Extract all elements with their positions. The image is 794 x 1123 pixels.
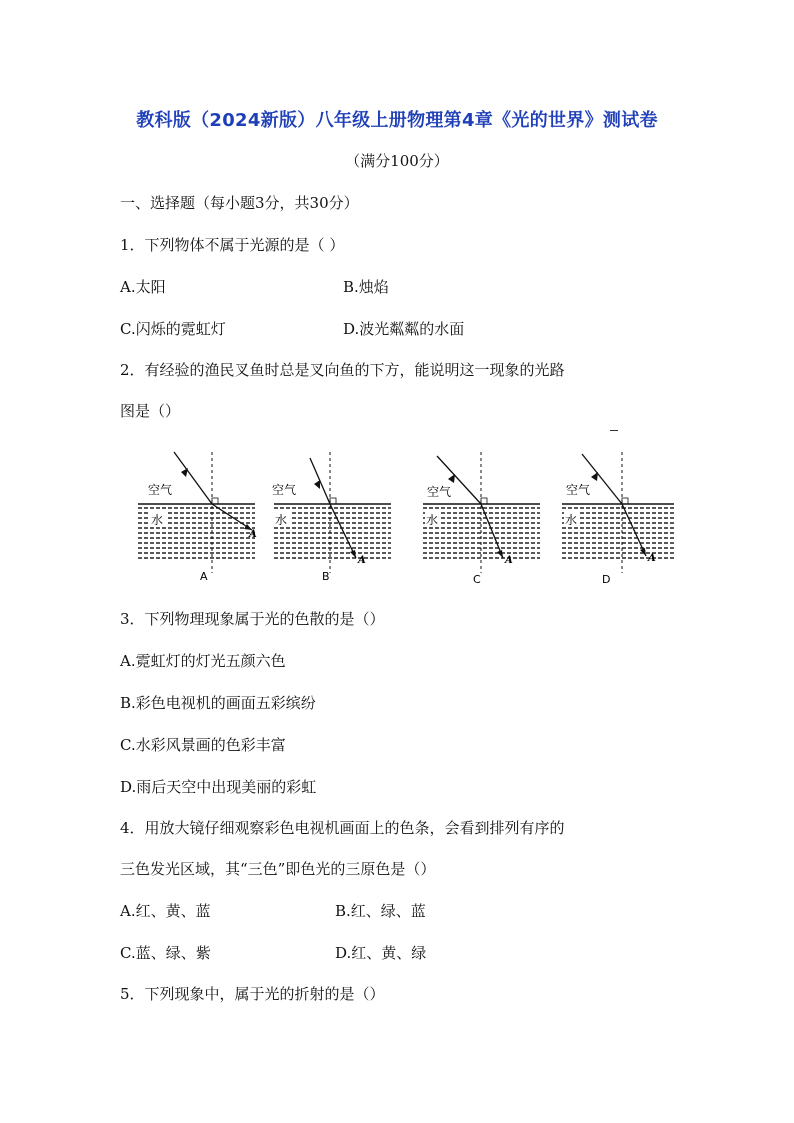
question-1-option-d: D.波光粼粼的水面 (343, 320, 465, 338)
figure-c-diagram (415, 438, 545, 588)
question-4-option-b: B.红、绿、蓝 (335, 902, 426, 920)
section-heading: 一、选择题（每小题3分，共30分） (120, 194, 359, 212)
question-3-option-a: A.霓虹灯的灯光五颜六色 (120, 652, 286, 670)
water-label: 水 (565, 513, 578, 527)
refracted-arrow (497, 550, 503, 558)
incident-ray (174, 452, 212, 504)
water-label: 水 (426, 513, 439, 527)
question-3-option-d: D.雨后天空中出现美丽的彩虹 (120, 778, 317, 796)
question-3-option-b: B.彩色电视机的画面五彩缤纷 (120, 694, 316, 712)
figure-a (130, 438, 260, 588)
right-angle-mark (330, 498, 336, 504)
stray-mark (610, 430, 618, 431)
fish-label: A (249, 529, 257, 540)
incident-arrow (448, 474, 455, 483)
figure-caption: D (602, 573, 611, 586)
exam-title: 教科版（2024新版）八年级上册物理第4章《光的世界》测试卷 (136, 110, 658, 131)
fish-label: A (505, 555, 513, 566)
question-2-figures (120, 438, 680, 588)
incident-arrow (591, 472, 598, 481)
figure-caption: A (200, 570, 208, 583)
right-angle-mark (481, 498, 487, 504)
question-1-stem: 1．下列物体不属于光源的是（ ） (120, 236, 345, 254)
incident-arrow (314, 480, 320, 489)
question-3-stem: 3．下列物理现象属于光的色散的是（） (120, 610, 385, 628)
figure-caption: B (322, 570, 330, 583)
refracted-arrow (350, 550, 356, 558)
air-label: 空气 (148, 483, 173, 497)
question-2-stem-line-1: 2．有经验的渔民叉鱼时总是叉向鱼的下方，能说明这一现象的光路 (120, 361, 565, 379)
figure-b-diagram (268, 438, 398, 588)
right-angle-mark (212, 498, 218, 504)
figure-caption: C (473, 573, 481, 586)
refracted-ray (330, 504, 356, 558)
question-4-option-d: D.红、黄、绿 (335, 944, 427, 962)
question-4-option-a: A.红、黄、蓝 (120, 902, 211, 920)
figure-d (550, 438, 680, 588)
score-note: （满分100分） (345, 152, 449, 170)
fish-label: A (648, 553, 656, 564)
air-label: 空气 (427, 485, 452, 499)
water-hatching (274, 508, 391, 558)
question-3-option-c: C.水彩风景画的色彩丰富 (120, 736, 286, 754)
air-label: 空气 (566, 483, 591, 497)
water-label: 水 (151, 513, 164, 527)
question-1-option-a: A.太阳 (120, 278, 166, 296)
question-1-option-c: C.闪烁的霓虹灯 (120, 320, 226, 338)
fish-label: A (358, 555, 366, 566)
question-4-stem-line-2: 三色发光区域，其“三色”即色光的三原色是（） (120, 860, 436, 878)
question-4-option-c: C.蓝、绿、紫 (120, 944, 211, 962)
figure-a-diagram (130, 438, 260, 588)
incident-arrow (181, 468, 188, 477)
question-4-stem-line-1: 4．用放大镜仔细观察彩色电视机画面上的色条，会看到排列有序的 (120, 819, 565, 837)
question-1-option-b: B.烛焰 (343, 278, 389, 296)
figure-c (415, 438, 545, 588)
refracted-arrow (640, 548, 646, 556)
right-angle-mark (622, 498, 628, 504)
refracted-ray (481, 504, 503, 558)
water-label: 水 (275, 513, 288, 527)
figure-b (268, 438, 398, 588)
question-2-stem-line-2: 图是（） (120, 402, 181, 420)
question-5-stem: 5．下列现象中，属于光的折射的是（） (120, 985, 385, 1003)
air-label: 空气 (272, 483, 297, 497)
figure-d-diagram (550, 438, 680, 588)
